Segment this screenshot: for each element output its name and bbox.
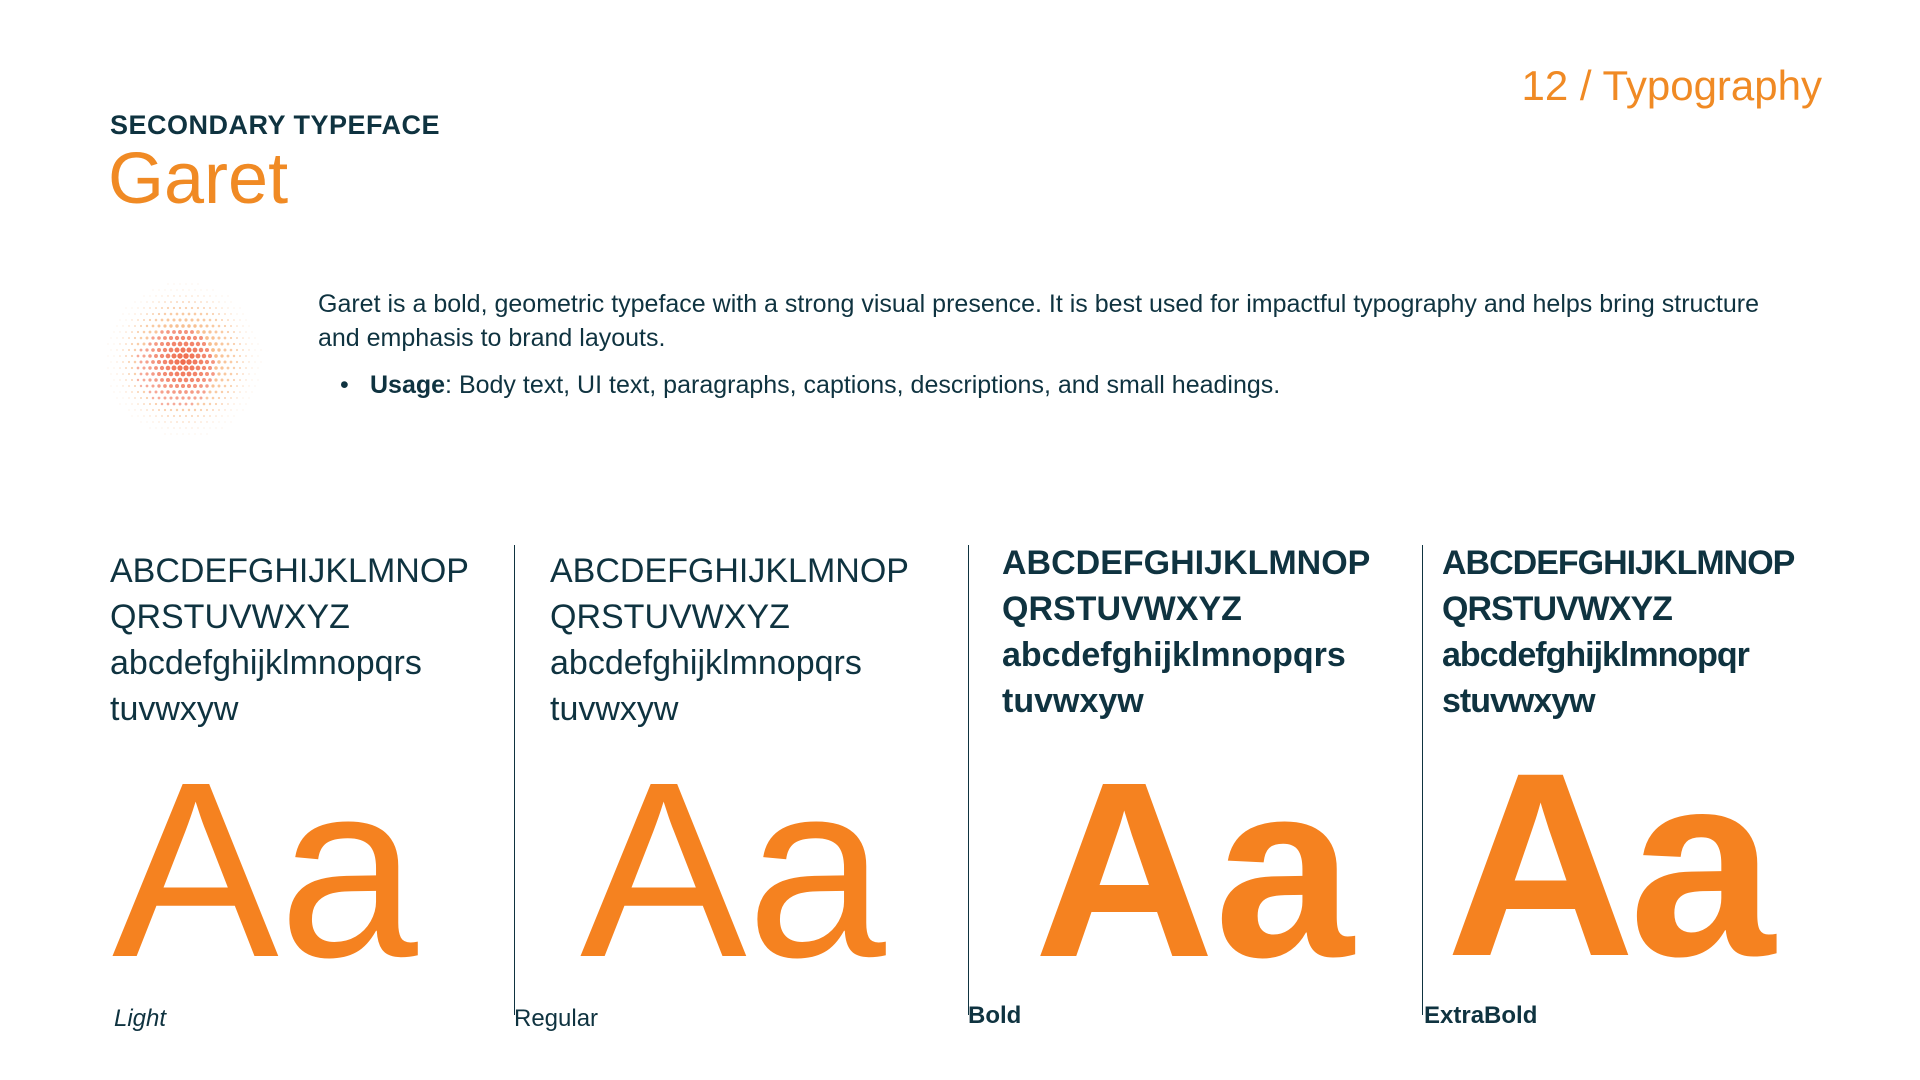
- column-divider: [968, 545, 969, 1015]
- uppercase-line-2: QRSTUVWXYZ: [110, 598, 350, 636]
- bullet-icon: •: [340, 371, 349, 399]
- uppercase-line-2: QRSTUVWXYZ: [1442, 590, 1672, 628]
- page-number: 12 / Typography: [1521, 62, 1822, 109]
- column-divider: [514, 545, 515, 1015]
- specimen-bold: Aa: [1034, 730, 1354, 1009]
- lowercase-line-2: tuvwxyw: [110, 690, 239, 728]
- typeface-title: Garet: [108, 139, 289, 219]
- usage-label: Usage: [370, 371, 446, 399]
- specimen-extrabold: Aa: [1446, 718, 1769, 1011]
- glyph-set-light: [110, 548, 469, 732]
- halftone-dot-icon: [104, 280, 264, 440]
- uppercase-line-1: ABCDEFGHIJKLMNOP: [1442, 544, 1795, 582]
- column-divider: [1422, 545, 1423, 1015]
- specimen-light: Aa: [112, 730, 418, 1009]
- uppercase-line-2: QRSTUVWXYZ: [550, 598, 790, 636]
- weight-label-bold: Bold: [968, 1002, 1022, 1029]
- section-eyebrow: SECONDARY TYPEFACE: [110, 110, 441, 140]
- usage-text: : Body text, UI text, paragraphs, captions, descriptions, and small headings.: [445, 371, 1281, 399]
- specimen-regular: Aa: [580, 730, 886, 1009]
- lowercase-line-1: abcdefghijklmnopqrs: [550, 644, 862, 682]
- glyph-set-regular: [550, 548, 909, 732]
- lowercase-line-2: stuvwxyw: [1442, 682, 1595, 720]
- lowercase-line-1: abcdefghijklmnopqrs: [110, 644, 422, 682]
- weight-label-regular: Regular: [514, 1005, 599, 1032]
- uppercase-line-1: ABCDEFGHIJKLMNOP: [110, 552, 469, 590]
- usage-list-item: [340, 368, 1740, 402]
- weight-label-light: Light: [114, 1005, 167, 1032]
- uppercase-line-2: QRSTUVWXYZ: [1002, 590, 1242, 628]
- lowercase-line-2: tuvwxyw: [1002, 682, 1144, 720]
- typeface-description: Garet is a bold, geometric typeface with a strong visual presence. It is best used for impactful typography and helps bring structure and emphasis to brand layouts.: [318, 290, 1760, 352]
- glyph-set-extrabold: [1442, 540, 1794, 724]
- lowercase-line-1: abcdefghijklmnopqr: [1442, 636, 1749, 674]
- lowercase-line-2: tuvwxyw: [550, 690, 679, 728]
- uppercase-line-1: ABCDEFGHIJKLMNOP: [1002, 544, 1371, 582]
- uppercase-line-1: ABCDEFGHIJKLMNOP: [550, 552, 909, 590]
- weight-label-extrabold: ExtraBold: [1424, 1002, 1538, 1029]
- glyph-set-bold: [1002, 540, 1370, 724]
- lowercase-line-1: abcdefghijklmnopqrs: [1002, 636, 1346, 674]
